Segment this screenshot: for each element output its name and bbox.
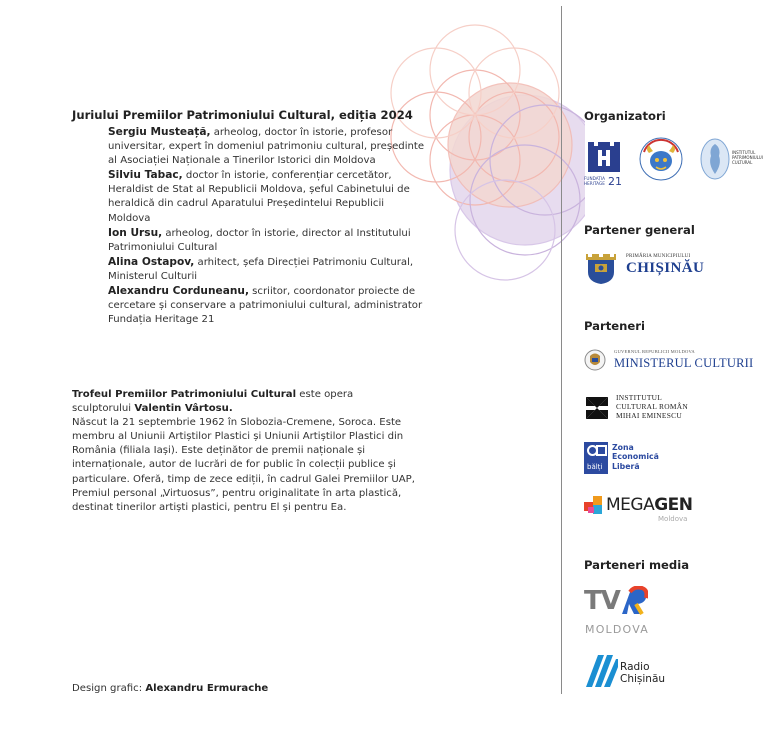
megagen-wordmark — [606, 495, 693, 515]
section-title-general-partner: Partener general — [584, 223, 695, 237]
trophy-paragraph — [72, 388, 432, 515]
design-credit-label: Design grafic: — [72, 683, 146, 694]
icr-line-1: INSTITUTUL — [616, 393, 663, 402]
heritage21-logo — [584, 138, 624, 190]
heritage-number: 21 — [608, 175, 622, 188]
trophy-line-rest: este opera — [296, 389, 354, 400]
jury-list — [108, 125, 426, 327]
heritage-label: FUNDAȚIA HERITAGE — [584, 176, 605, 186]
zona-name — [612, 443, 659, 471]
radio-line-1: Radio — [620, 661, 650, 673]
section-title-media-partners: Parteneri media — [584, 558, 690, 572]
free-economic-zone-logo — [584, 442, 684, 474]
jury-member-desc: arheolog, doctor în istorie, director al Institutului Patrimoniului Cultural — [108, 227, 411, 253]
megagen-mega: MEGA — [606, 495, 655, 515]
moldova-coat-of-arms-icon — [584, 347, 606, 373]
zona-line-3: Liberă — [612, 461, 640, 471]
tvr-sub: MOLDOVA — [585, 623, 649, 636]
radio-line-2: Chișinău — [620, 673, 666, 685]
jury-member — [108, 125, 426, 168]
radio-name — [620, 661, 665, 685]
radio-chisinau-logo — [584, 653, 684, 693]
jury-member-desc: scriitor, coordonator proiecte de cercetare și conservare a patrimoniului cultural, administrator Fundația Heritage 21 — [108, 286, 423, 326]
jury-member-desc: arhitect, șefa Direcției Patrimoniu Cultural, Ministerul Culturii — [108, 256, 414, 282]
jury-title: Juriului Premiilor Patrimoniului Cultural, ediția 2024 — [72, 108, 413, 122]
jury-member-name: Sergiu Musteață, — [108, 126, 211, 138]
trophy-line — [72, 402, 432, 416]
institute-emblem-icon — [700, 136, 730, 182]
zona-line-1: Zona — [612, 443, 634, 452]
ministry-main-label: MINISTERUL CULTURII — [614, 356, 754, 370]
icr-line-3: MIHAI EMINESCU — [616, 411, 682, 420]
zona-badge-label: bălți — [587, 463, 603, 471]
trophy-line — [72, 388, 432, 402]
heritage-castle-icon — [584, 138, 624, 176]
jury-member-name: Ion Ursu, — [108, 226, 163, 239]
chisinau-main-label: CHIȘINĂU — [626, 260, 705, 276]
association-seal-icon — [636, 136, 686, 182]
tvr-moldova-logo — [584, 586, 664, 640]
trophy-bio: Născut la 21 septembrie 1962 în Slobozia-Cremene, Soroca. Este membru al Uniunii Artiștilor Plastici și Uniunii Artiștilor Plastici din România (filiala Iași). Este deținător de premii naționale și internaționale, autor de lucrări de for public în colecții publice și particulare. Oferă, timp de zece ediții, în cadrul Galei Premiilor UAP, Premiul personal „Virtuosus”, pentru originalitate în arta plastică, destinat tinerilor artiști plastici, pentru El și pentru Ea. — [72, 417, 415, 513]
trophy-sculptor-prefix: sculptorului — [72, 403, 135, 415]
trophy-title: Trofeul Premiilor Patrimoniului Cultural — [72, 389, 297, 400]
icr-name — [616, 393, 688, 420]
jury-member-desc: doctor în istorie, conferențiar cercetător, Heraldist de Stat al Republicii Moldova, șeful Cabinetului de heraldică din cadrul Aparatului Președintelui Republicii Moldova — [108, 170, 410, 224]
tvr-letters: TV — [584, 586, 620, 616]
jury-member-name: Alexandru Corduneanu, — [108, 285, 249, 298]
institute-heritage-logo — [700, 136, 768, 182]
chisinau-city-hall-logo — [584, 252, 714, 286]
jury-member-desc: arheolog, doctor în istorie, profesor universitar, expert în domeniul patrimoniu cultural, președinte al Asociației Naționale a Tinerilor Istorici din Moldova — [108, 127, 425, 167]
chisinau-top-label: PRIMĂRIA MUNICIPIULUI — [626, 254, 691, 259]
section-title-organizers: Organizatori — [584, 109, 666, 123]
jury-member — [108, 255, 426, 284]
megagen-squares-icon — [584, 496, 604, 516]
design-credit — [72, 683, 268, 694]
institute-name: INSTITUTUL PATRIMONIULUI CULTURAL — [732, 150, 763, 165]
zona-line-2: Economică — [612, 452, 659, 462]
megagen-logo — [584, 494, 714, 526]
jury-member-name: Alina Ostapov, — [108, 255, 195, 268]
icr-line-2: CULTURAL ROMÂN — [616, 402, 689, 411]
ministry-top-label: GUVERNUL REPUBLICII MOLDOVA — [614, 349, 695, 354]
ministry-of-culture-logo — [584, 347, 764, 377]
megagen-sub: Moldova — [658, 515, 688, 523]
zona-badge — [584, 442, 608, 474]
jury-member — [108, 168, 426, 225]
radio-stripes-icon — [584, 653, 618, 687]
chisinau-coat-of-arms-icon — [584, 252, 618, 284]
icr-cross-icon — [584, 395, 610, 421]
design-credit-name: Alexandru Ermurache — [145, 683, 269, 694]
icr-logo — [584, 391, 744, 425]
tvr-r-icon — [620, 586, 648, 616]
trophy-sculptor: Valentin Vârtosu. — [134, 403, 233, 415]
section-title-partners: Parteneri — [584, 319, 645, 333]
jury-member — [108, 284, 426, 327]
jury-member — [108, 226, 426, 255]
jury-member-name: Silviu Tabac, — [108, 169, 183, 182]
column-divider — [561, 6, 562, 694]
megagen-gen: GEN — [654, 495, 693, 515]
